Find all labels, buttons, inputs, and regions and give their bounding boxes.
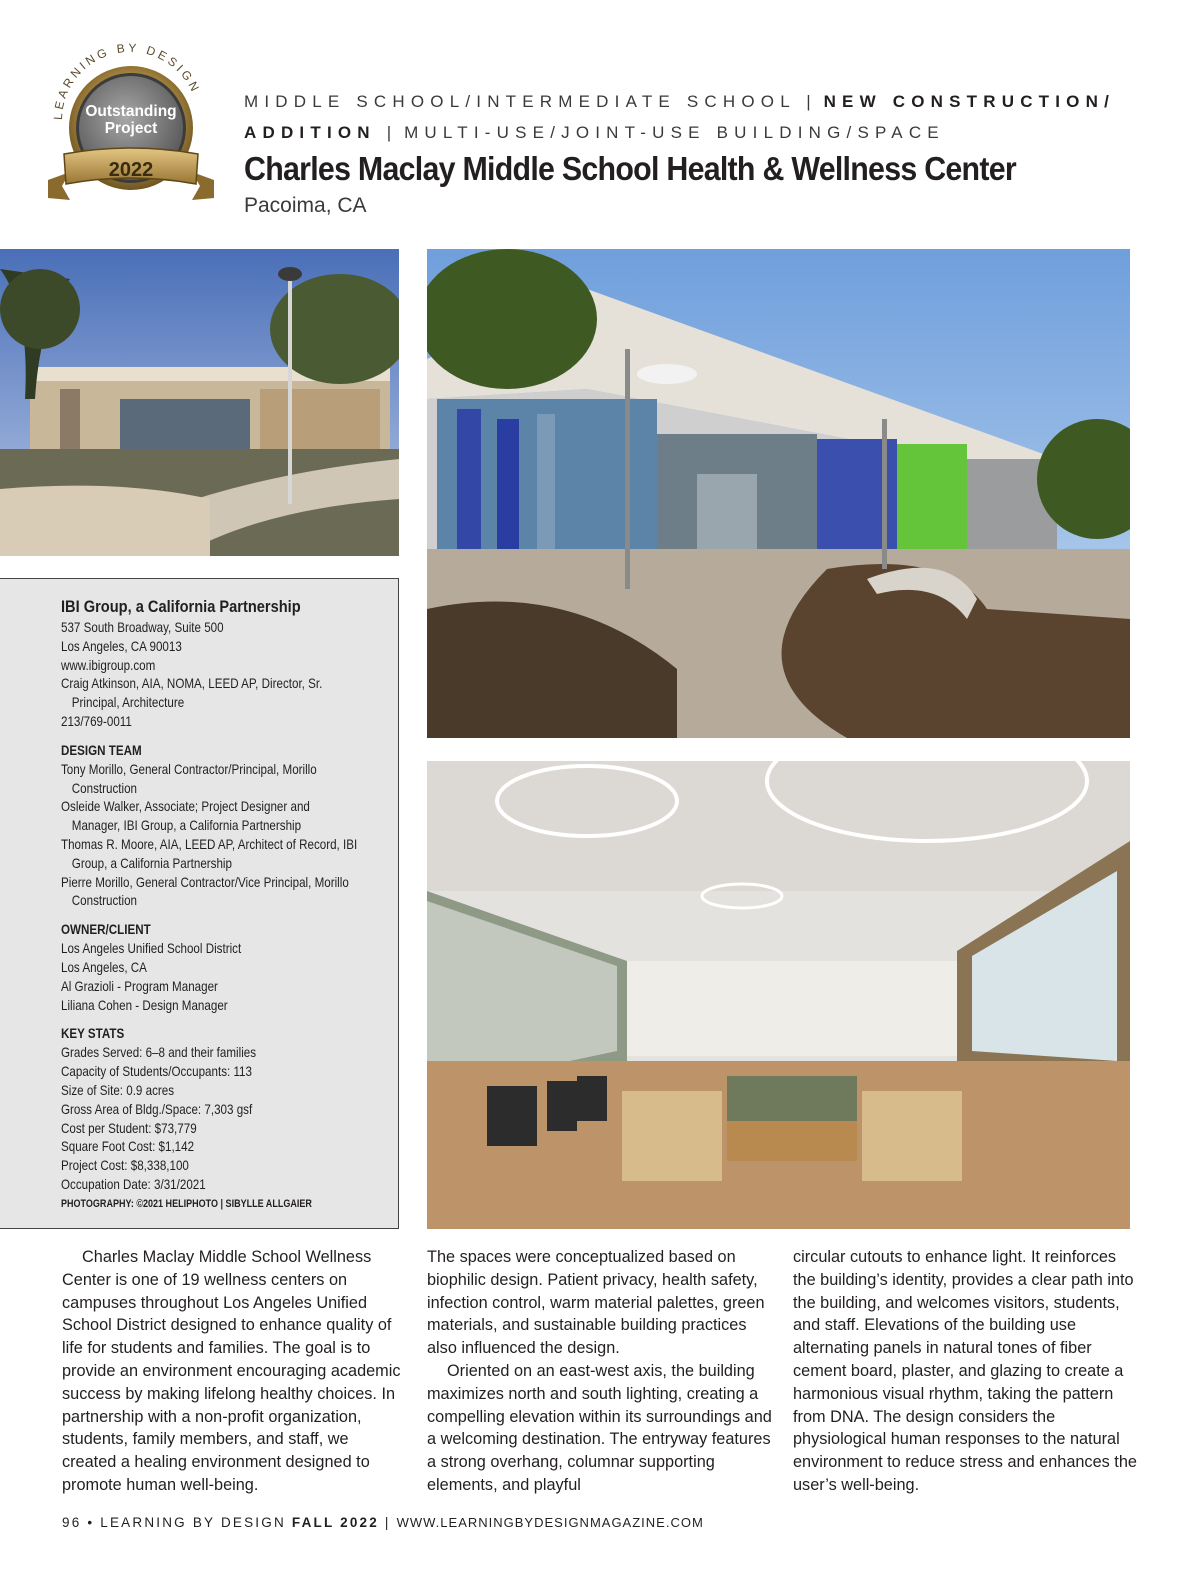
- magazine-name: LEARNING BY DESIGN: [100, 1515, 286, 1530]
- owner-line: Al Grazioli - Program Manager: [61, 977, 218, 994]
- badge-line1: Outstanding: [85, 103, 177, 120]
- design-team-member: Pierre Morillo, General Contractor/Vice Principal, Morillo: [61, 873, 349, 890]
- body-column-1: [62, 1246, 407, 1497]
- category-line: [244, 86, 1144, 148]
- body-column-2: [427, 1246, 772, 1497]
- firm-contact: Craig Atkinson, AIA, NOMA, LEED AP, Director, Sr.: [61, 675, 323, 692]
- firm-address-line1: 537 South Broadway, Suite 500: [61, 619, 224, 635]
- firm-phone: 213/769-0011: [61, 712, 132, 729]
- outstanding-project-badge: [40, 34, 222, 214]
- stat-line: Gross Area of Bldg./Space: 7,303 gsf: [61, 1100, 253, 1117]
- issue-label: FALL 2022: [291, 1515, 379, 1530]
- interior-lounge-photo: [427, 761, 1130, 1229]
- footer-bullet: •: [87, 1515, 95, 1530]
- stat-line: Project Cost: $8,338,100: [61, 1157, 189, 1174]
- body-paragraph: The spaces were conceptualized based on biophilic design. Patient privacy, health safety, infection control, warm material palettes, green materials, and sustainable building practices also influenced the design.: [427, 1248, 765, 1358]
- owner-line: Los Angeles, CA: [61, 958, 147, 975]
- owner-line: Liliana Cohen - Design Manager: [61, 996, 228, 1013]
- article-title: Charles Maclay Middle School Health & Wellness Center: [244, 150, 1016, 187]
- category-addition: ADDITION: [244, 123, 376, 142]
- project-location: Pacoima, CA: [244, 194, 367, 217]
- award-seal-icon: [40, 34, 222, 214]
- body-paragraph: Oriented on an east-west axis, the building maximizes north and south lighting, creating a compelling elevation within its surroundings and a welcoming destination. The entryway features a strong overhang, columnar supporting elements, and playful: [427, 1361, 772, 1494]
- photo-credit: PHOTOGRAPHY: ©2021 HELIPHOTO | SIBYLLE ALLGAIER: [61, 1197, 312, 1210]
- stat-line: Square Foot Cost: $1,142: [61, 1138, 195, 1155]
- stat-line: Capacity of Students/Occupants: 113: [61, 1063, 252, 1080]
- stat-line: Cost per Student: $73,779: [61, 1119, 197, 1136]
- body-column-3: [793, 1246, 1138, 1497]
- body-paragraph: circular cutouts to enhance light. It reinforces the building’s identity, provides a clear path into the building, and welcomes visitors, students, and staff. Elevations of the building use alternating panels in natural tones of fiber cement board, plaster, and glazing to create a harmonious visual rhythm, taking the pattern from DNA. The design considers the physiological human responses to the natural environment to reduce stress and enhances the user’s well-being.: [793, 1248, 1137, 1494]
- stat-line: Grades Served: 6–8 and their families: [61, 1044, 257, 1061]
- page-number: 96: [62, 1515, 82, 1530]
- design-team-member-cont: Construction: [71, 779, 138, 796]
- key-stats-heading: KEY STATS: [61, 1025, 125, 1042]
- owner-line: Los Angeles Unified School District: [61, 940, 242, 957]
- building-entry-photo: [427, 249, 1130, 738]
- design-team-heading: DESIGN TEAM: [61, 741, 142, 758]
- stat-line: Size of Site: 0.9 acres: [61, 1081, 175, 1098]
- design-team-member-cont: Group, a California Partnership: [71, 854, 232, 871]
- owner-heading: OWNER/CLIENT: [61, 921, 151, 938]
- design-team-member: Osleide Walker, Associate; Project Designer and: [61, 798, 310, 815]
- design-team-member: Thomas R. Moore, AIA, LEED AP, Architect of Record, IBI: [61, 835, 358, 852]
- body-paragraph: Charles Maclay Middle School Wellness Center is one of 19 wellness centers on campuses throughout Los Angeles Unified School District designed to enhance quality of life for students and families. The goal is to provide an environment encouraging academic success by making lifelong healthy choices. In partnership with a non-profit organization, students, family members, and staff, we created a healing environment designed to promote human well-being.: [62, 1248, 401, 1494]
- firm-name: IBI Group, a California Partnership: [61, 597, 301, 616]
- badge-year: 2022: [108, 159, 154, 181]
- footer-separator: |: [384, 1515, 391, 1530]
- design-team-member-cont: Manager, IBI Group, a California Partnership: [71, 817, 302, 834]
- category-middle-school: MIDDLE SCHOOL/INTERMEDIATE SCHOOL: [244, 92, 796, 111]
- design-team-member-cont: Construction: [71, 892, 138, 909]
- badge-arc-text: LEARNING BY DESIGN: [50, 40, 204, 121]
- firm-website: www.ibigroup.com: [61, 656, 156, 673]
- firm-contact-cont: Principal, Architecture: [71, 694, 185, 711]
- campus-exterior-photo: [0, 249, 399, 556]
- project-info-box: [0, 578, 399, 1229]
- category-new-construction: NEW CONSTRUCTION/: [823, 92, 1116, 111]
- category-multi-use: MULTI-USE/JOINT-USE BUILDING/SPACE: [404, 123, 945, 142]
- category-separator: |: [806, 92, 813, 111]
- page-footer: [62, 1515, 704, 1530]
- badge-line2: Project: [104, 120, 158, 137]
- category-separator: |: [386, 123, 394, 142]
- design-team-member: Tony Morillo, General Contractor/Principal, Morillo: [61, 760, 317, 777]
- firm-address-line2: Los Angeles, CA 90013: [61, 637, 182, 654]
- stat-line: Occupation Date: 3/31/2021: [61, 1175, 206, 1192]
- magazine-url: WWW.LEARNINGBYDESIGNMAGAZINE.COM: [396, 1515, 704, 1530]
